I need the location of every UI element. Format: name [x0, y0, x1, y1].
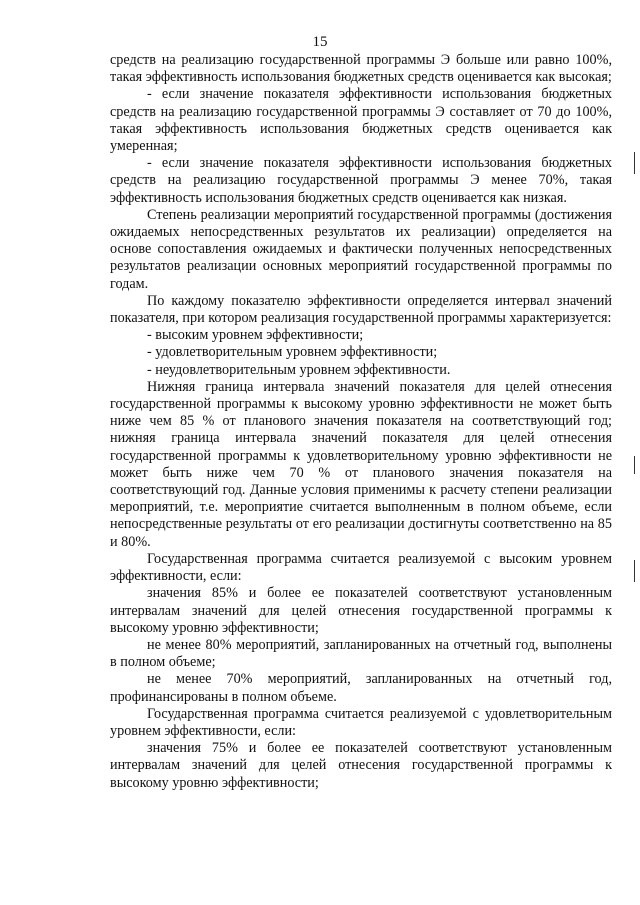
- paragraph: не менее 80% мероприятий, запланированных на отчетный год, выполнены в полном объеме;: [110, 636, 612, 671]
- paragraph: По каждому показателю эффективности определяется интервал значений показателя, при котором реализация государственной программы характеризуется:: [110, 292, 612, 327]
- paragraph: не менее 70% мероприятий, запланированных на отчетный год, профинансированы в полном объеме.: [110, 671, 612, 705]
- paragraph: Государственная программа считается реализуемой с высоким уровнем эффективности, если:: [110, 550, 612, 585]
- list-item: - высоким уровнем эффективности;: [147, 327, 364, 344]
- paragraph: средств на реализацию государственной программы Э больше или равно 100%, такая эффективность использования бюджетных средств оценивается как высокая;: [110, 52, 612, 86]
- paragraph: Нижняя граница интервала значений показателя для целей отнесения государственной программы к высокому уровню эффективности не может быть ниже чем 85 % от планового значения показателя на соответствующий год; нижняя граница интервала значений показателя для целей отнесения государственной программы к удовлетворительному уровню эффективности не может быть ниже чем 70 % от планового значения показателя на соответствующий год. Данные условия применимы к расчету степени реализации мероприятий, т.е. мероприятие считается выполненным в полном объеме, если непосредственные результаты от его реализации достигнуты соответственно на 85 и 80%.: [110, 378, 612, 550]
- list-item: - удовлетворительным уровнем эффективности;: [147, 344, 438, 361]
- scan-edge-mark: [634, 560, 635, 582]
- paragraph: значения 75% и более ее показателей соответствуют установленным интервалам значений для целей отнесения государственной программы к высокому уровню эффективности;: [110, 740, 612, 791]
- scan-edge-mark: [634, 152, 635, 174]
- body-text: [110, 52, 612, 792]
- paragraph: Степень реализации мероприятий государственной программы (достижения ожидаемых непосредственных результатов их реализации) определяется на основе сопоставления ожидаемых и фактически полученных непосредственных результатов реализации основных мероприятий государственной программы по годам.: [110, 206, 612, 292]
- paragraph: Государственная программа считается реализуемой с удовлетворительным уровнем эффективности, если:: [110, 705, 612, 739]
- scan-edge-mark: [634, 456, 635, 474]
- paragraph: - если значение показателя эффективности использования бюджетных средств на реализацию государственной программы Э менее 70%, такая эффективность использования бюджетных средств оценивается как низкая.: [110, 155, 612, 206]
- paragraph: - если значение показателя эффективности использования бюджетных средств на реализацию государственной программы Э составляет от 70 до 100%, такая эффективность использования бюджетных средств оценивается как умеренная;: [110, 86, 612, 155]
- paragraph: значения 85% и более ее показателей соответствуют установленным интервалам значений для целей отнесения государственной программы к высокому уровню эффективности;: [110, 585, 612, 636]
- page-number: 15: [312, 34, 328, 50]
- list-item: - неудовлетворительным уровнем эффективности.: [147, 361, 451, 378]
